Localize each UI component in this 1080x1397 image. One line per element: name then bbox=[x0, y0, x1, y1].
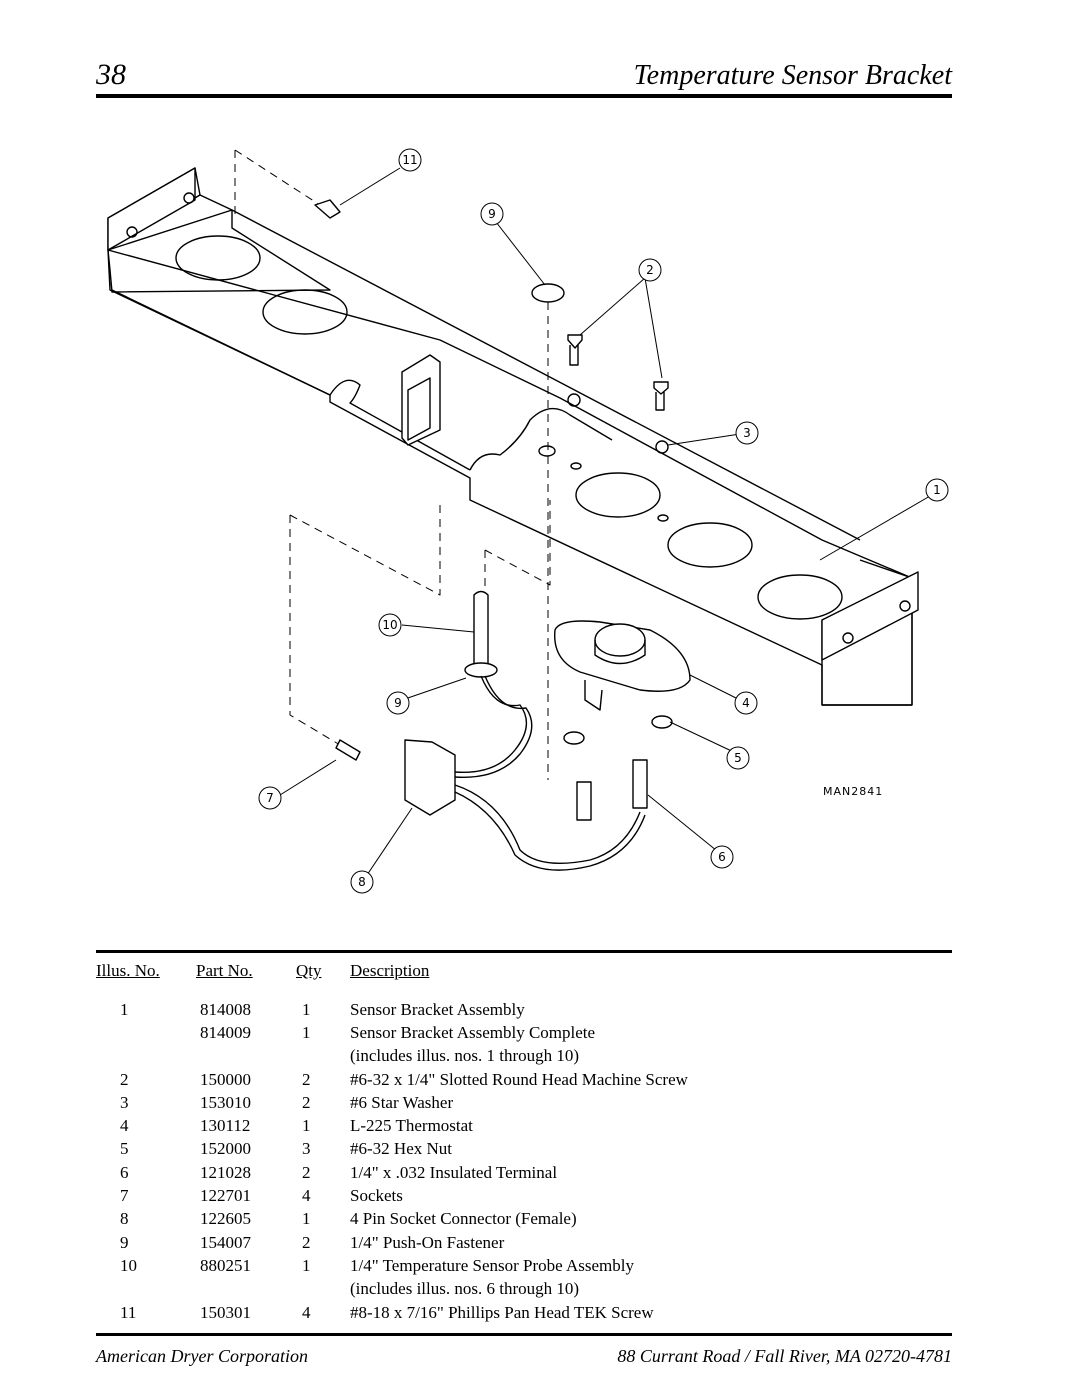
cell-description: 1/4" Temperature Sensor Probe Assembly bbox=[350, 1255, 635, 1275]
callouts bbox=[259, 149, 948, 893]
table-row bbox=[96, 1045, 770, 1068]
cell-description: 1/4" Push-On Fastener bbox=[350, 1232, 505, 1252]
cell-part-no: 122605 bbox=[200, 1209, 251, 1229]
table-bottom-rule bbox=[96, 1333, 952, 1336]
cell-description: #6 Star Washer bbox=[350, 1092, 454, 1112]
cell-part-no: 121028 bbox=[200, 1162, 251, 1182]
table-row bbox=[96, 1254, 770, 1277]
table-row bbox=[96, 1091, 770, 1114]
page-title: Temperature Sensor Bracket bbox=[633, 60, 952, 91]
cell-qty bbox=[296, 1278, 350, 1301]
leader-lines bbox=[280, 168, 930, 878]
thermostat bbox=[555, 621, 690, 710]
cell-description: #6-32 x 1/4" Slotted Round Head Machine Screw bbox=[350, 1069, 688, 1089]
footer-company: American Dryer Corporation bbox=[96, 1346, 308, 1366]
page-number: 38 bbox=[96, 58, 126, 91]
table-header-row bbox=[96, 958, 770, 984]
callout-label: 9 bbox=[394, 696, 402, 710]
cell-illus-no bbox=[96, 1278, 196, 1301]
cell-description: Sensor Bracket Assembly bbox=[350, 999, 525, 1019]
cell-part-no: 150000 bbox=[200, 1069, 251, 1089]
cell-description: (includes illus. nos. 6 through 10) bbox=[350, 1279, 580, 1299]
cell-illus-no: 5 bbox=[120, 1139, 129, 1159]
cell-description: #6-32 Hex Nut bbox=[350, 1139, 452, 1159]
table-row bbox=[96, 1231, 770, 1254]
callout-label: 5 bbox=[734, 751, 742, 765]
callout-label: 10 bbox=[382, 618, 398, 632]
table-row bbox=[96, 1301, 770, 1324]
cell-part-no: 154007 bbox=[200, 1232, 251, 1252]
table-row bbox=[96, 1161, 770, 1184]
callout-label: 11 bbox=[402, 153, 418, 167]
cell-illus-no: 2 bbox=[120, 1069, 129, 1089]
callout-label: 4 bbox=[742, 696, 750, 710]
cell-part-no: 150301 bbox=[200, 1302, 251, 1322]
cell-illus-no: 4 bbox=[120, 1116, 129, 1136]
cell-description: #8-18 x 7/16" Phillips Pan Head TEK Screw bbox=[350, 1302, 654, 1322]
table-row bbox=[96, 1021, 770, 1044]
cell-part-no bbox=[196, 1045, 296, 1068]
cell-part-no: 880251 bbox=[200, 1255, 251, 1275]
cell-illus-no: 9 bbox=[120, 1232, 129, 1252]
cell-illus-no: 1 bbox=[120, 999, 129, 1019]
cell-qty: 1 bbox=[302, 1255, 311, 1275]
cell-qty: 2 bbox=[302, 1162, 311, 1182]
cell-qty: 4 bbox=[302, 1186, 311, 1206]
cell-qty: 1 bbox=[302, 999, 311, 1019]
cell-description: (includes illus. nos. 1 through 10) bbox=[350, 1046, 580, 1066]
table-row bbox=[96, 998, 770, 1021]
table-row bbox=[96, 1114, 770, 1137]
cell-qty: 2 bbox=[302, 1069, 311, 1089]
cell-qty: 2 bbox=[302, 1232, 311, 1252]
callout-label: 6 bbox=[718, 850, 726, 864]
cell-illus-no: 7 bbox=[120, 1186, 129, 1206]
cell-part-no: 153010 bbox=[200, 1092, 251, 1112]
footer-address: 88 Currant Road / Fall River, MA 02720-4781 bbox=[617, 1346, 952, 1366]
cell-illus-no bbox=[96, 1021, 196, 1044]
table-row bbox=[96, 1208, 770, 1231]
cell-illus-no: 6 bbox=[120, 1162, 129, 1182]
cell-qty: 4 bbox=[302, 1302, 311, 1322]
table-row bbox=[96, 1278, 770, 1301]
cell-part-no: 122701 bbox=[200, 1186, 251, 1206]
callout-label: 8 bbox=[358, 875, 366, 889]
cell-part-no: 814008 bbox=[200, 999, 251, 1019]
exploded-parts-diagram bbox=[0, 100, 1080, 940]
cell-qty: 1 bbox=[302, 1116, 311, 1136]
callout-label: 2 bbox=[646, 263, 654, 277]
cell-qty bbox=[296, 1045, 350, 1068]
callout-label: 3 bbox=[743, 426, 751, 440]
col-header-qty: Qty bbox=[296, 961, 322, 980]
cell-illus-no bbox=[96, 1045, 196, 1068]
cell-qty: 1 bbox=[302, 1209, 311, 1229]
cell-part-no: 814009 bbox=[200, 1022, 251, 1042]
cell-qty: 1 bbox=[302, 1022, 311, 1042]
cell-part-no: 130112 bbox=[200, 1116, 251, 1136]
assembly-lines bbox=[235, 150, 550, 780]
callout-label: 9 bbox=[488, 207, 496, 221]
cell-qty: 2 bbox=[302, 1092, 311, 1112]
header-rule bbox=[96, 94, 952, 98]
cell-qty: 3 bbox=[302, 1139, 311, 1159]
cell-illus-no: 11 bbox=[120, 1302, 137, 1322]
cell-description: Sensor Bracket Assembly Complete bbox=[350, 1022, 596, 1042]
col-header-part: Part No. bbox=[196, 961, 253, 980]
callout-label: 1 bbox=[933, 483, 941, 497]
table-row bbox=[96, 1138, 770, 1161]
col-header-desc: Description bbox=[350, 961, 430, 980]
parts-table bbox=[96, 958, 770, 1324]
cell-description: Sockets bbox=[350, 1186, 403, 1206]
sensor-bracket bbox=[108, 168, 918, 705]
cell-description: 1/4" x .032 Insulated Terminal bbox=[350, 1162, 558, 1182]
callout-label: 7 bbox=[266, 791, 274, 805]
callout-labels bbox=[266, 153, 941, 889]
cell-part-no: 152000 bbox=[200, 1139, 251, 1159]
cell-description: 4 Pin Socket Connector (Female) bbox=[350, 1209, 577, 1229]
col-header-illus: Illus. No. bbox=[96, 961, 160, 980]
cell-illus-no: 3 bbox=[120, 1092, 129, 1112]
cell-illus-no: 10 bbox=[120, 1255, 137, 1275]
table-row bbox=[96, 1184, 770, 1207]
table-top-rule bbox=[96, 950, 952, 953]
cell-illus-no: 8 bbox=[120, 1209, 129, 1229]
cell-part-no bbox=[196, 1278, 296, 1301]
cell-description: L-225 Thermostat bbox=[350, 1116, 473, 1136]
drawing-code: MAN2841 bbox=[823, 785, 884, 798]
table-row bbox=[96, 1068, 770, 1091]
